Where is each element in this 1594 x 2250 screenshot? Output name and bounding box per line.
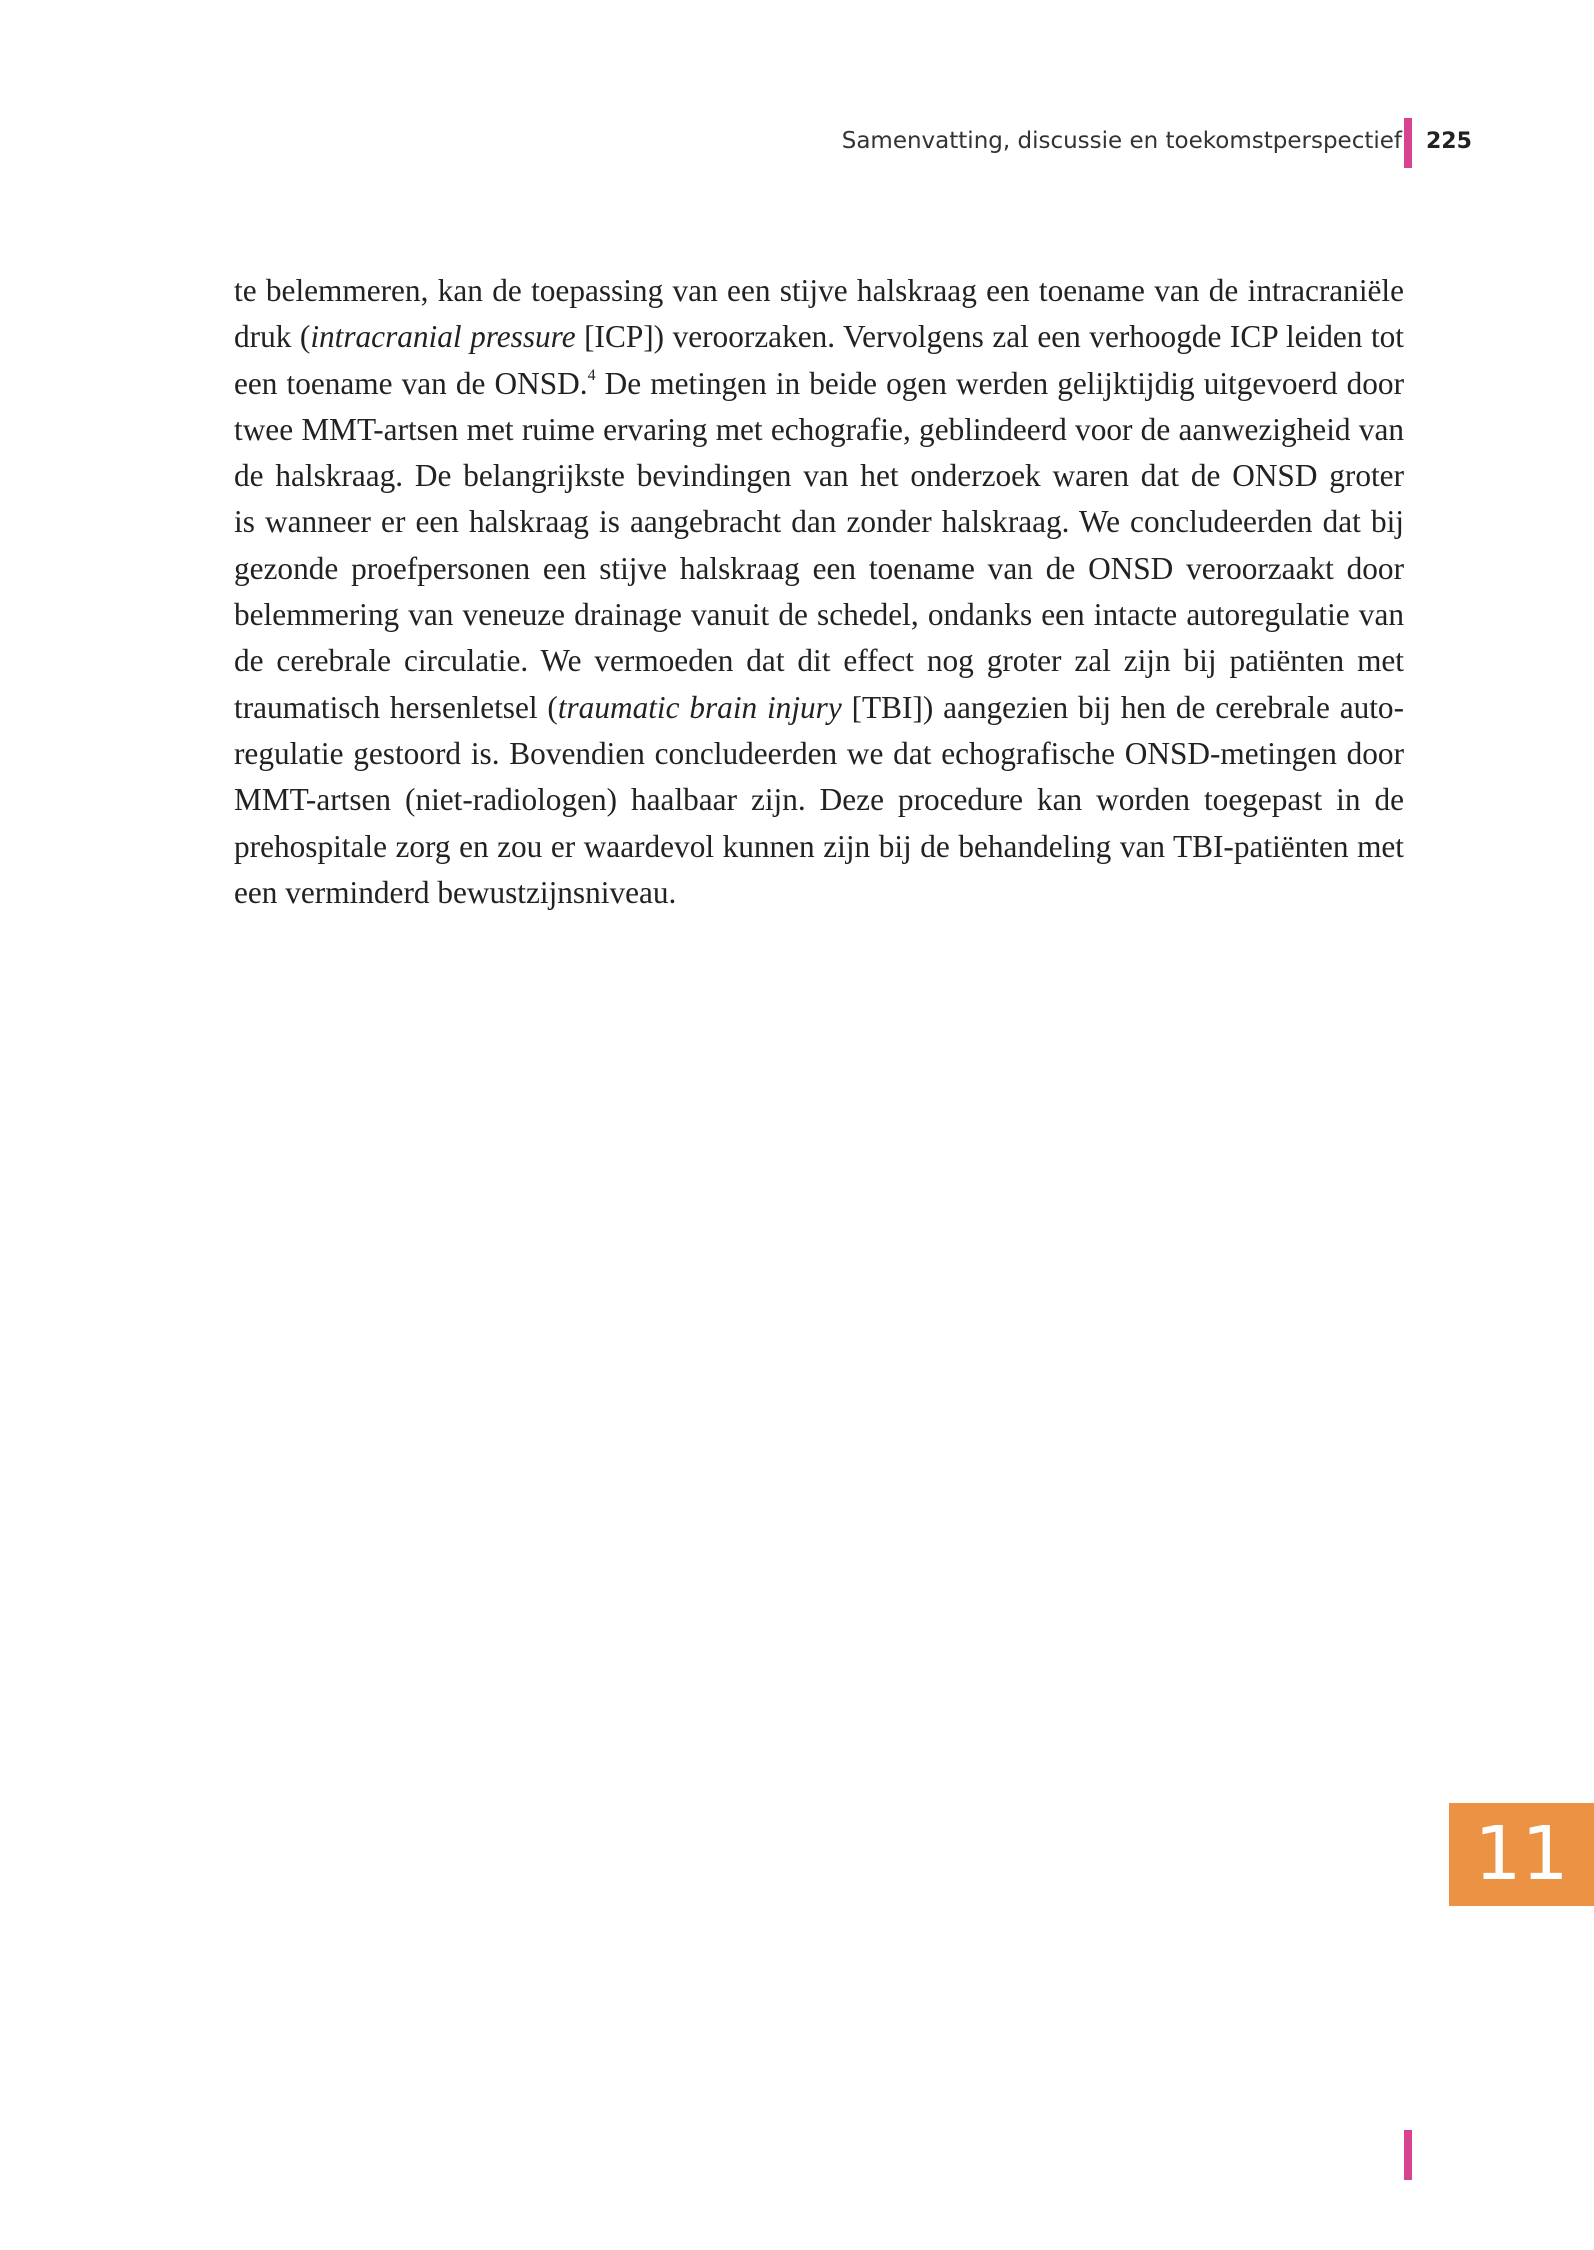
text-line: te belemmeren, kan de toepassing van een stijve halskraag een toename van de intracraniële xyxy=(234,273,1404,308)
text-line: gezonde proefpersonen een stijve halskraag een toename van de ONSD veroorzaakt door xyxy=(234,550,1404,586)
text-line: is wanneer er een halskraag is aangebracht dan zonder halskraag. We concludeerden dat bij xyxy=(234,504,1404,540)
reference-superscript: 4 xyxy=(587,366,596,384)
text-line: een verminderd bewustzijnsniveau. xyxy=(234,874,677,910)
body-paragraph xyxy=(234,268,1404,916)
text-line: regulatie gestoord is. Bovendien concludeerden we dat echografische ONSD-metingen door xyxy=(234,735,1404,771)
text-line: belemmering van veneuze drainage vanuit de schedel, ondanks een intacte autoregulatie van xyxy=(234,597,1404,633)
text-line: druk (intracranial pressure [ICP]) veroorzaken. Vervolgens zal een verhoogde ICP leiden tot xyxy=(234,319,1404,355)
text-line: traumatisch hersenletsel (traumatic brain injury [TBI]) aangezien bij hen de cerebrale auto- xyxy=(234,689,1404,725)
text-line: twee MMT-artsen met ruime ervaring met echografie, geblindeerd voor de aanwezigheid van xyxy=(234,411,1404,447)
footer-accent-bar xyxy=(1404,2130,1412,2180)
running-title: Samenvatting, discussie en toekomstperspectief xyxy=(841,128,1402,154)
header-accent-bar xyxy=(1404,118,1412,168)
italic-term: intracranial pressure xyxy=(310,319,576,355)
chapter-tab: 11 xyxy=(1449,1803,1594,1906)
text-line: prehospitale zorg en zou er waardevol kunnen zijn bij de behandeling van TBI-patiënten met xyxy=(234,828,1404,864)
text-line: MMT-artsen (niet-radiologen) haalbaar zijn. Deze procedure kan worden toegepast in de xyxy=(234,782,1404,818)
text-line: de halskraag. De belangrijkste bevindingen van het onderzoek waren dat de ONSD groter xyxy=(234,458,1404,494)
page-number: 225 xyxy=(1426,129,1472,154)
text-line: de cerebrale circulatie. We vermoeden dat dit effect nog groter zal zijn bij patiënten met xyxy=(234,643,1404,679)
text-line: een toename van de ONSD.$^4$ De metingen in beide ogen werden gelijktijdig uitgevoerd door xyxy=(234,365,1404,401)
italic-term: traumatic brain injury xyxy=(557,689,842,725)
